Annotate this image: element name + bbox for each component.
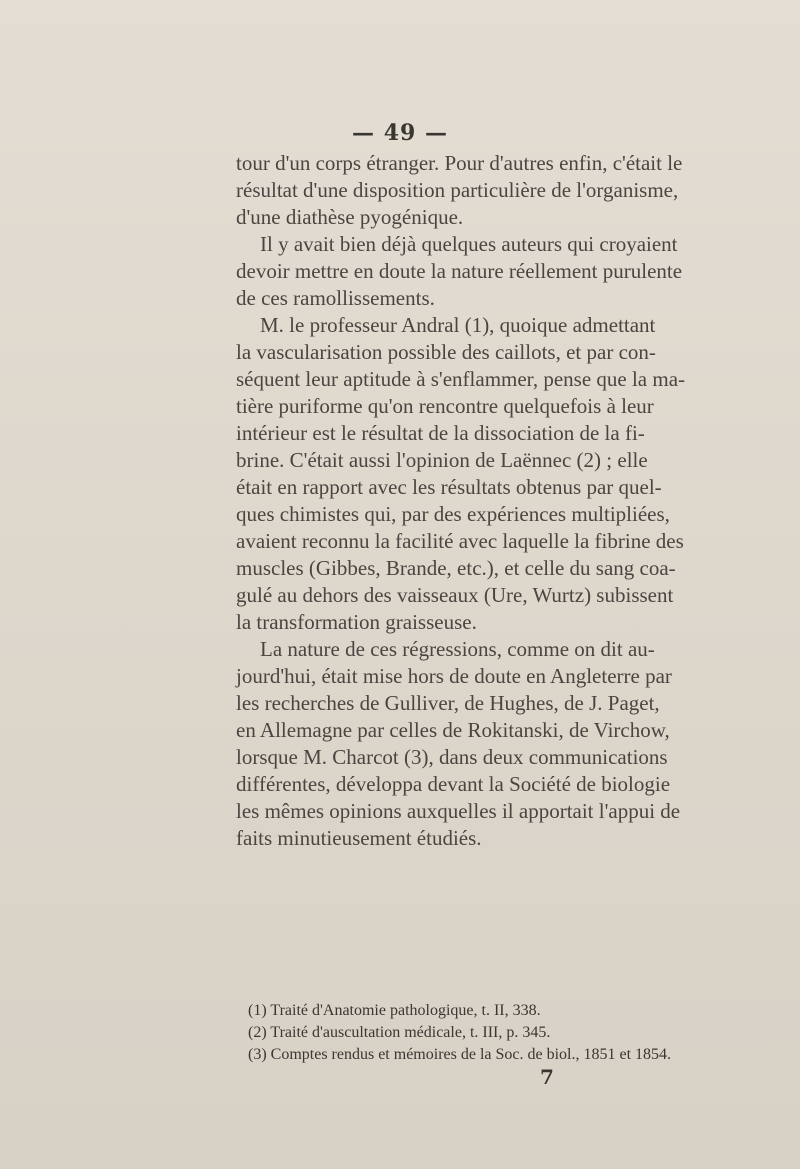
text-line: les recherches de Gulliver, de Hughes, de J. Paget, (236, 691, 660, 715)
body-text (236, 150, 686, 852)
text-line: lorsque M. Charcot (3), dans deux communications (236, 745, 668, 769)
text-line: séquent leur aptitude à s'enflammer, pense que la ma- (236, 367, 686, 391)
footnote: (2) Traité d'auscultation médicale, t. III, p. 345. (248, 1024, 551, 1041)
text-line: d'une diathèse pyogénique. (236, 205, 464, 229)
text-line: de ces ramollissements. (236, 286, 435, 310)
text-line: gulé au dehors des vaisseaux (Ure, Wurtz) subissent (236, 583, 674, 607)
text-line: M. le professeur Andral (1), quoique admettant (260, 313, 656, 337)
text-line: avaient reconnu la facilité avec laquelle la fibrine des (236, 529, 684, 553)
text-line: muscles (Gibbes, Brande, etc.), et celle du sang coa- (236, 556, 676, 580)
text-line: ques chimistes qui, par des expériences multipliées, (236, 502, 670, 526)
text-line: faits minutieusement étudiés. (236, 826, 482, 850)
page-number: — 49 — (352, 120, 448, 146)
text-line: en Allemagne par celles de Rokitanski, de Virchow, (236, 718, 670, 742)
text-line: la vascularisation possible des caillots, et par con- (236, 340, 656, 364)
text-line: jourd'hui, était mise hors de doute en Angleterre par (236, 664, 672, 688)
text-line: différentes, développa devant la Société de biologie (236, 772, 671, 796)
text-line: La nature de ces régressions, comme on dit au- (260, 637, 655, 661)
text-line: les mêmes opinions auxquelles il apportait l'appui de (236, 799, 681, 823)
text-line: Il y avait bien déjà quelques auteurs qui croyaient (260, 232, 678, 256)
text-line: était en rapport avec les résultats obtenus par quel- (236, 475, 662, 499)
text-line: intérieur est le résultat de la dissociation de la fi- (236, 421, 645, 445)
footnote: (3) Comptes rendus et mémoires de la Soc. de biol., 1851 et 1854. (248, 1046, 672, 1063)
text-line: tour d'un corps étranger. Pour d'autres enfin, c'était le (236, 151, 683, 175)
text-line: la transformation graisseuse. (236, 610, 477, 634)
text-line: devoir mettre en doute la nature réellement purulente (236, 259, 683, 283)
footnote: (1) Traité d'Anatomie pathologique, t. II, 338. (248, 1002, 541, 1019)
text-line: résultat d'une disposition particulière de l'organisme, (236, 178, 679, 202)
signature-mark: 7 (540, 1065, 554, 1089)
footnotes (236, 1000, 672, 1066)
text-line: brine. C'était aussi l'opinion de Laënnec (2) ; elle (236, 448, 648, 472)
text-line: tière puriforme qu'on rencontre quelquefois à leur (236, 394, 654, 418)
